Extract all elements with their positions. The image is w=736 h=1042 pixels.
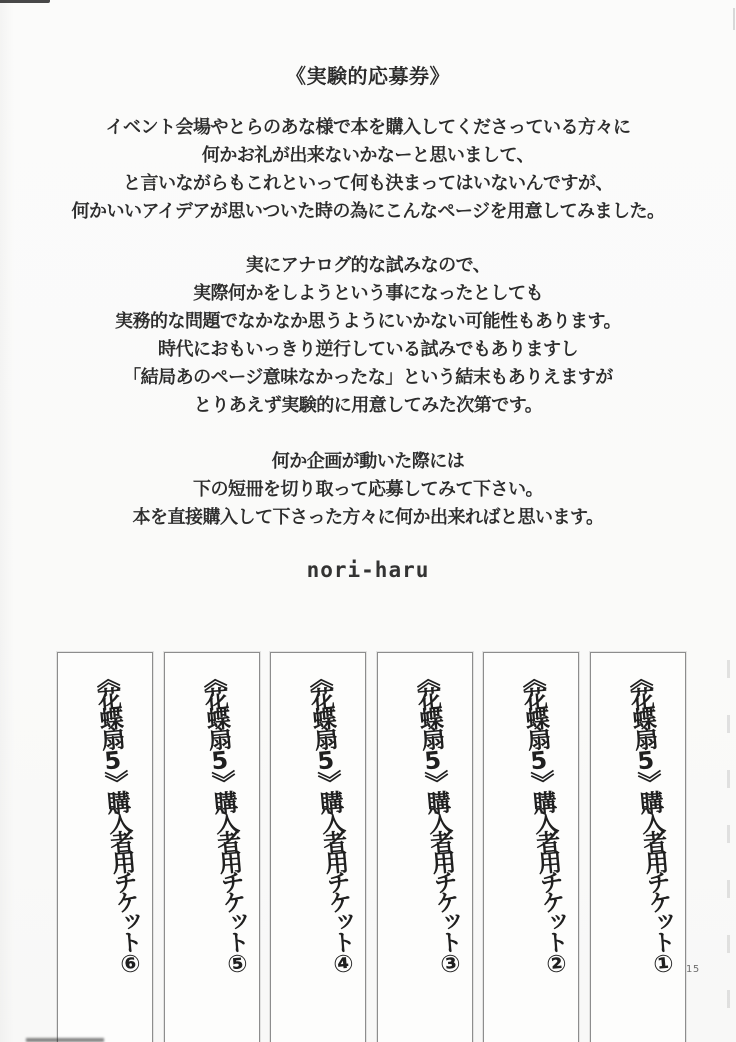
ticket-label: 《花蝶扇5》購入者用チケット⑥ xyxy=(90,665,146,976)
text-line: 下の短冊を切り取って応募してみて下さい。 xyxy=(193,479,543,500)
ticket-strip-6 xyxy=(57,652,153,1042)
scan-edge-artifact-top-right xyxy=(733,8,735,30)
instructions-paragraph xyxy=(18,448,718,532)
scan-shading-left xyxy=(0,0,14,1042)
intro-paragraph xyxy=(18,114,718,226)
author-signature: nori-haru xyxy=(306,558,430,582)
text-line: 実にアナログ的な試みなので、 xyxy=(245,255,491,276)
text-line: 何かお礼が出来ないかなーと思いまして、 xyxy=(201,145,535,166)
text-line: と言いながらもこれといって何も決まってはいないんですが、 xyxy=(123,173,613,194)
scan-edge-artifact-top-left xyxy=(0,0,50,3)
page-title: 《実験的応募券》 xyxy=(286,64,450,88)
text-line: 実務的な問題でなかなか思うようにいかない可能性もあります。 xyxy=(114,311,622,332)
text-line: 何か企画が動いた際には xyxy=(271,451,465,472)
ticket-strip-2 xyxy=(483,652,579,1042)
ticket-label: 《花蝶扇5》購入者用チケット② xyxy=(516,665,572,976)
ticket-label: 《花蝶扇5》購入者用チケット③ xyxy=(410,665,466,976)
ticket-label: 《花蝶扇5》購入者用チケット④ xyxy=(303,665,359,976)
ticket-strip-5 xyxy=(164,652,260,1042)
page-number: 15 xyxy=(686,964,700,975)
text-line: 時代におもいっきり逆行している試みでもありますし xyxy=(158,339,578,360)
ticket-strip-1 xyxy=(590,652,686,1042)
text-line: イベント会場やとらのあな様で本を購入してくださっている方々に xyxy=(105,117,631,138)
caveat-paragraph xyxy=(18,252,718,420)
text-line: とりあえず実験的に用意してみた次第です。 xyxy=(193,395,543,416)
ticket-label: 《花蝶扇5》購入者用チケット⑤ xyxy=(197,665,253,976)
scan-edge-artifact-right xyxy=(727,660,730,1020)
ticket-label: 《花蝶扇5》購入者用チケット① xyxy=(623,665,679,976)
text-line: 実際何かをしようという事になったとしても xyxy=(193,283,543,304)
text-line: 「結局あのページ意味なかったな」という結末もありえますが xyxy=(123,367,613,388)
text-line: 本を直接購入して下さった方々に何か出来ればと思います。 xyxy=(132,507,604,528)
ticket-strip-3 xyxy=(377,652,473,1042)
text-line: 何かいいアイデアが思いついた時の為にこんなページを用意してみました。 xyxy=(71,201,665,222)
ticket-strip-4 xyxy=(270,652,366,1042)
